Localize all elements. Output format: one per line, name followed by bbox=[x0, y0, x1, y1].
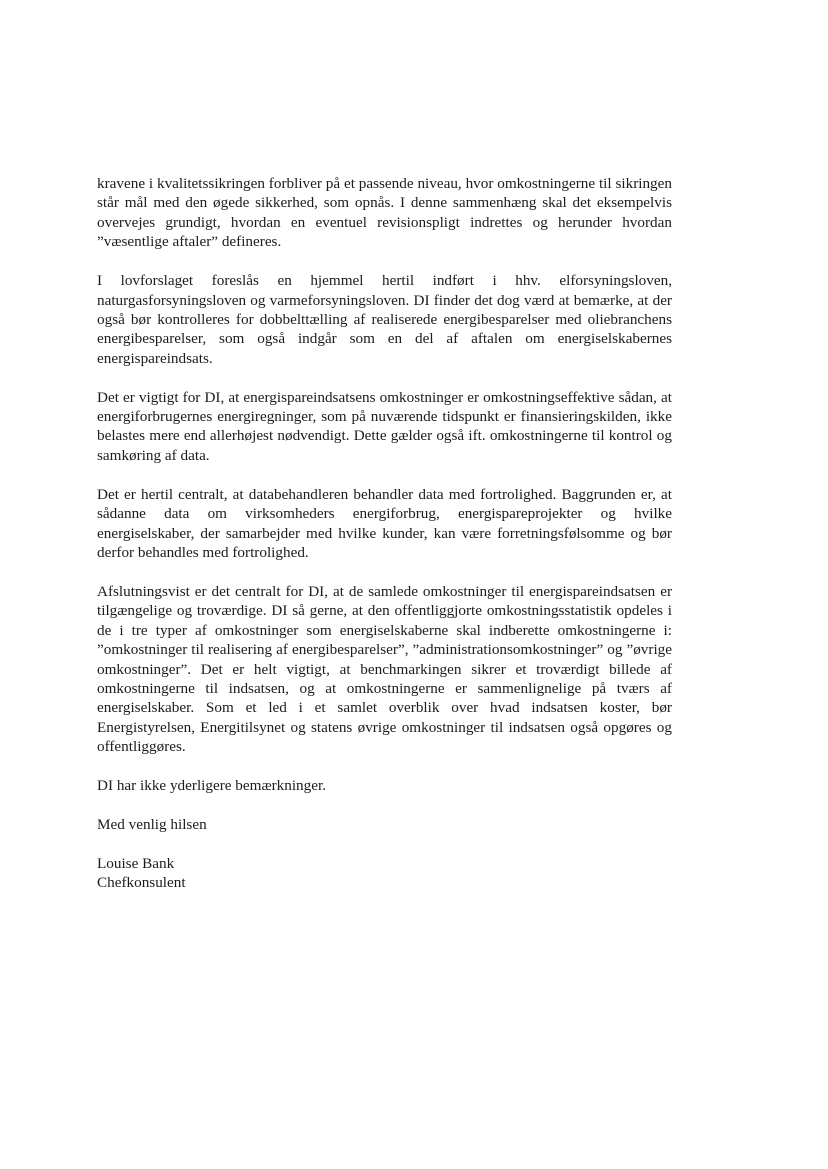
letter-body bbox=[97, 174, 672, 893]
signature-block bbox=[97, 854, 672, 893]
paragraph-quality-assurance: kravene i kvalitetssikringen forbliver på et passende niveau, hvor omkostningerne til sikringen står mål med den øgede sikkerhed, som opnås. I denne sammenhæng skal det eksempelvis overvejes grundigt, hvordan en eventuel revisionspligt indrettes og herunder hvordan ”væsentlige aftaler” defineres. bbox=[97, 175, 672, 251]
signature-title: Chefkonsulent bbox=[97, 874, 186, 892]
paragraph-legal-basis: I lovforslaget foreslås en hjemmel hertil indført i hhv. elforsyningsloven, naturgasforsyningsloven og varmeforsyningsloven. DI finder det dog værd at bemærke, at der også bør kontrolleres for dobbelttælling af realiserede energibesparelser med oliebranchens energibesparelser, som også indgår som en del af aftalen om energiselskabernes energispareindsats. bbox=[97, 272, 672, 367]
signature-name: Louise Bank bbox=[97, 854, 175, 872]
closing-greeting: Med venlig hilsen bbox=[97, 815, 207, 833]
paragraph-conclusion: Afslutningsvist er det centralt for DI, at de samlede omkostninger til energispareindsatsen er tilgængelige og troværdige. DI så gerne, at den offentliggjorte omkostningsstatistik opdeles i de i tre typer af omkostninger som energiselskaberne skal indberette omkostningerne i: ”omkostninger til realisering af energibesparelser”, ”administrationsomkostninger” og ”øvrige omkostninger”. Det er helt vigtigt, at benchmarkingen sikrer et troværdigt billede af omkostningerne til indsatsen, og at omkostningerne er sammenlignelige på tværs af energiselskaber. Som et led i et samlet overblik over hvad indsatsen koster, bør Energistyrelsen, Energitilsynet og statens øvrige omkostninger til indsatsen også opgøres og offentliggøres. bbox=[97, 582, 672, 756]
paragraph-confidentiality: Det er hertil centralt, at databehandleren behandler data med fortrolighed. Baggrunden er, at sådanne data om virksomheders energiforbrug, energispareprojekter og hvilke energiselskaber, der samarbejder med hvilke kunder, kan være forretningsfølsomme og bør derfor behandles med fortrolighed. bbox=[97, 485, 672, 561]
paragraph-no-further-remarks: DI har ikke yderligere bemærkninger. bbox=[97, 777, 326, 795]
paragraph-cost-effectiveness: Det er vigtigt for DI, at energispareindsatsens omkostninger er omkostningseffektive sådan, at energiforbrugernes energiregninger, som på nuværende tidspunkt er finansieringskilden, ikke belastes mere end allerhøjest nødvendigt. Dette gælder også ift. omkostningerne til kontrol og samkøring af data. bbox=[97, 388, 672, 464]
